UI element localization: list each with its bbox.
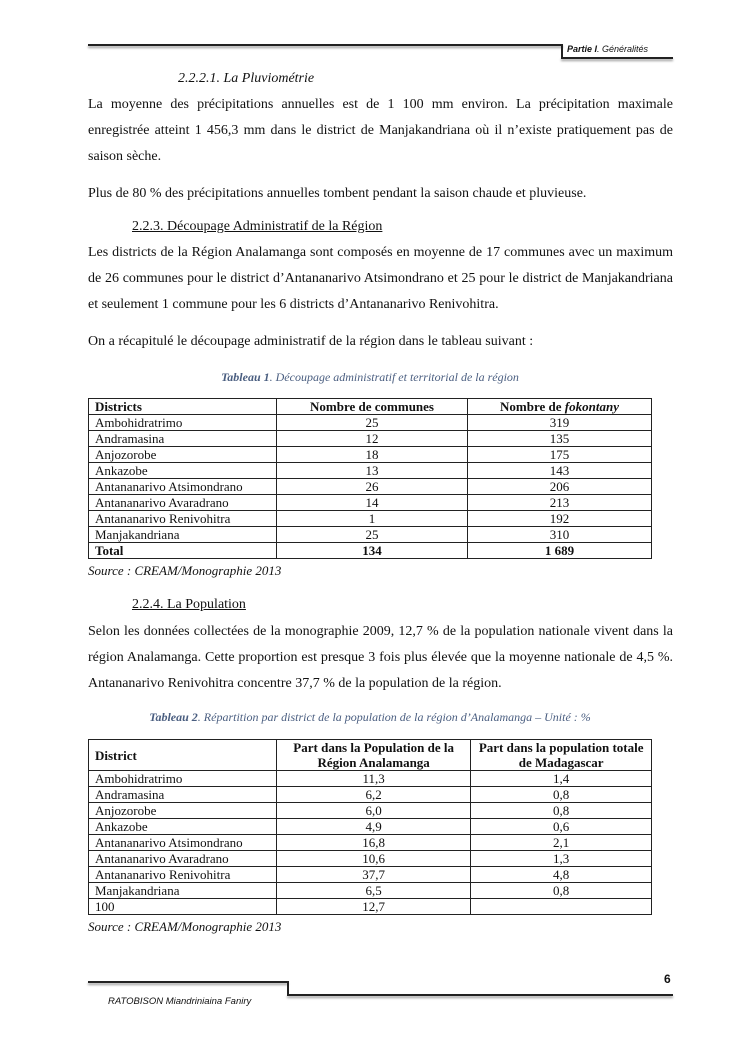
table-cell: Anjozorobe — [89, 447, 277, 463]
table-cell: Anjozorobe — [89, 803, 277, 819]
footer-rule — [88, 981, 288, 983]
table-row — [89, 819, 652, 835]
paragraph: On a récapitulé le découpage administratif de la région dans le tableau suivant : — [88, 334, 534, 349]
table-cell: 206 — [468, 479, 652, 495]
table-cell: Antananarivo Avaradrano — [89, 851, 277, 867]
table-cell: 310 — [468, 527, 652, 543]
table-cell — [471, 899, 652, 915]
table-cell: 18 — [277, 447, 468, 463]
total-cell: 134 — [277, 543, 468, 559]
table-row — [89, 415, 652, 431]
table-cell: 213 — [468, 495, 652, 511]
table-row — [89, 511, 652, 527]
total-label: Total — [89, 543, 277, 559]
paragraph: Plus de 80 % des précipitations annuelles tombent pendant la saison chaude et pluvieuse. — [88, 186, 587, 201]
table-row — [89, 867, 652, 883]
header-rule — [561, 57, 673, 59]
table-row — [89, 431, 652, 447]
table-row — [89, 463, 652, 479]
section-heading: 2.2.2.1. La Pluviométrie — [178, 71, 315, 86]
table-total-row — [89, 543, 652, 559]
table-cell: Ankazobe — [89, 463, 277, 479]
table-cell: 6,2 — [277, 787, 471, 803]
header-rule — [561, 44, 563, 58]
column-header: Part dans la Population de la Région Analamanga — [277, 740, 471, 771]
paragraph: Les districts de la Région Analamanga sont composés en moyenne de 17 communes avec un maximum de 26 communes pour le district d’Antananarivo Atsimondrano et 25 pour le district de Manjakandriana et seulement 1 commune pour les 6 districts d’Antananarivo Renivohitra. — [88, 245, 673, 312]
table-cell: 1,3 — [471, 851, 652, 867]
table-cell: Ambohidratrimo — [89, 415, 277, 431]
running-header: Partie I. Généralités — [567, 44, 649, 54]
table-cell: 0,8 — [471, 803, 652, 819]
table-cell: 25 — [277, 527, 468, 543]
table-cell: 10,6 — [277, 851, 471, 867]
table-row — [89, 495, 652, 511]
table-cell: Ambohidratrimo — [89, 771, 277, 787]
table-cell: 0,8 — [471, 883, 652, 899]
table-cell: 135 — [468, 431, 652, 447]
table-caption: Tableau 2. Répartition par district de la population de la région d’Analamanga – Unité : % — [149, 710, 591, 724]
footer-author: RATOBISON Miandriniaina Faniry — [108, 996, 252, 1007]
table-row — [89, 479, 652, 495]
table-cell: 4,9 — [277, 819, 471, 835]
table-row — [89, 771, 652, 787]
table-row — [89, 835, 652, 851]
table-cell: 37,7 — [277, 867, 471, 883]
header-rule — [88, 44, 563, 46]
table-cell: Antananarivo Avaradrano — [89, 495, 277, 511]
table-cell: 192 — [468, 511, 652, 527]
table-row — [89, 787, 652, 803]
table-cell: 2,1 — [471, 835, 652, 851]
table-caption: Tableau 1. Découpage administratif et territorial de la région — [221, 370, 519, 384]
column-header: District — [89, 740, 277, 771]
table-cell: Manjakandriana — [89, 883, 277, 899]
table-cell: Andramasina — [89, 431, 277, 447]
table-cell: Antananarivo Renivohitra — [89, 511, 277, 527]
table-cell: 12 — [277, 431, 468, 447]
paragraph: La moyenne des précipitations annuelles est de 1 100 mm environ. La précipitation maximale enregistrée atteint 1 456,3 mm dans le district de Manjakandriana où il n’existe pratiquement pas de saison sèche. — [88, 97, 673, 164]
table-admin-division — [88, 398, 652, 559]
table-cell: 1,4 — [471, 771, 652, 787]
table-row — [89, 899, 652, 915]
table-cell: 100 — [89, 899, 277, 915]
column-header: Nombre de fokontany — [468, 399, 652, 415]
table-row — [89, 851, 652, 867]
table-row — [89, 883, 652, 899]
table-cell: 25 — [277, 415, 468, 431]
column-header: Nombre de communes — [277, 399, 468, 415]
total-cell: 1 689 — [468, 543, 652, 559]
section-heading: 2.2.3. Découpage Administratif de la Région — [132, 219, 383, 234]
table-cell: Antananarivo Atsimondrano — [89, 835, 277, 851]
table-source: Source : CREAM/Monographie 2013 — [88, 563, 282, 578]
table-cell: 11,3 — [277, 771, 471, 787]
table-cell: Antananarivo Atsimondrano — [89, 479, 277, 495]
footer-rule — [287, 981, 289, 995]
table-cell: 12,7 — [277, 899, 471, 915]
table-cell: 0,8 — [471, 787, 652, 803]
table-row — [89, 447, 652, 463]
table-cell: 4,8 — [471, 867, 652, 883]
table-cell: 319 — [468, 415, 652, 431]
table-population — [88, 739, 652, 915]
column-header: Districts — [89, 399, 277, 415]
table-cell: 175 — [468, 447, 652, 463]
column-header: Part dans la population totale de Madagascar — [471, 740, 652, 771]
section-heading: 2.2.4. La Population — [132, 597, 246, 612]
table-cell: 13 — [277, 463, 468, 479]
table-row — [89, 803, 652, 819]
footer-rule — [287, 994, 673, 996]
paragraph: Selon les données collectées de la monographie 2009, 12,7 % de la population nationale vivent dans la région Analamanga. Cette proportion est presque 3 fois plus élevée que la moyenne nationale de 4,5 %. Antananarivo Renivohitra concentre 37,7 % de la population de la région. — [88, 624, 673, 691]
table-source: Source : CREAM/Monographie 2013 — [88, 919, 282, 934]
table-cell: Ankazobe — [89, 819, 277, 835]
table-cell: 6,5 — [277, 883, 471, 899]
table-cell: 6,0 — [277, 803, 471, 819]
table-cell: 0,6 — [471, 819, 652, 835]
page-number: 6 — [664, 972, 671, 986]
table-cell: 26 — [277, 479, 468, 495]
table-row — [89, 527, 652, 543]
table-cell: 16,8 — [277, 835, 471, 851]
table-cell: Antananarivo Renivohitra — [89, 867, 277, 883]
table-cell: 1 — [277, 511, 468, 527]
table-cell: Andramasina — [89, 787, 277, 803]
table-cell: Manjakandriana — [89, 527, 277, 543]
table-cell: 143 — [468, 463, 652, 479]
table-cell: 14 — [277, 495, 468, 511]
